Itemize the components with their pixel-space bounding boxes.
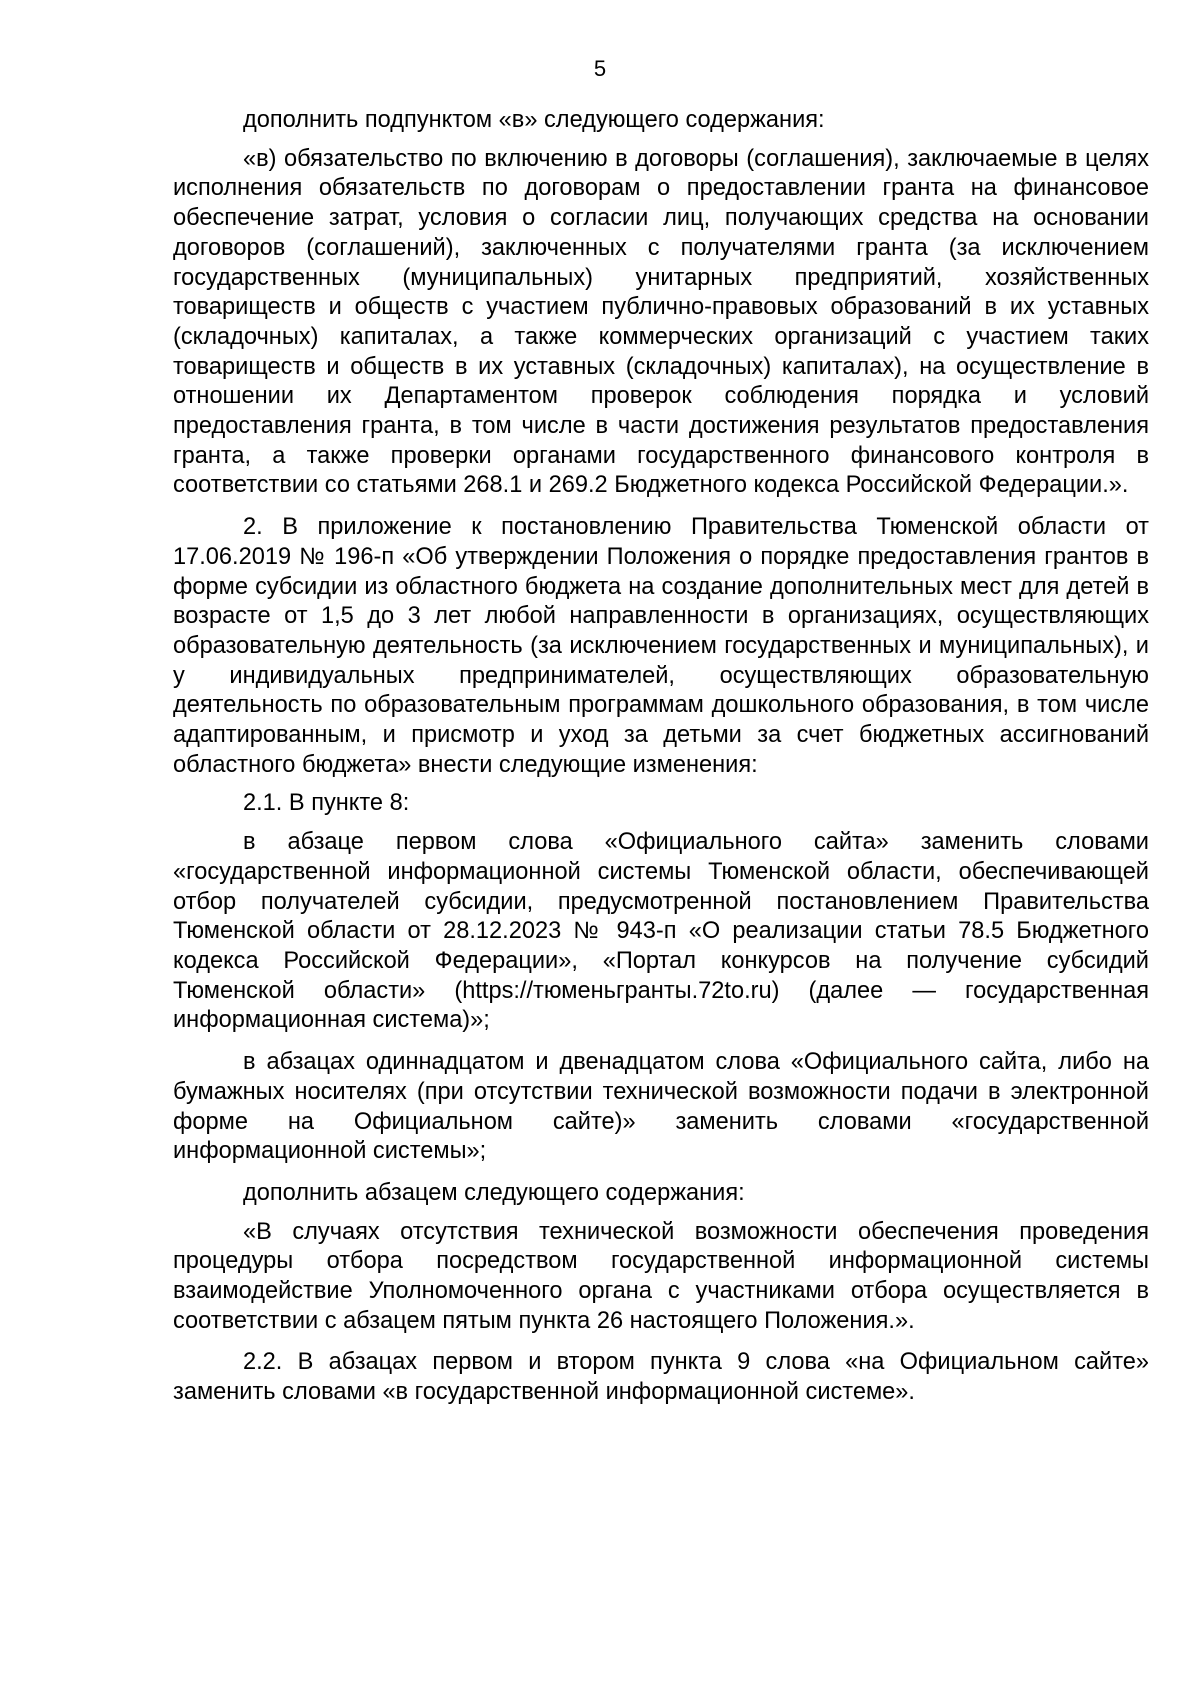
paragraph-first-abzac: в абзаце первом слова «Официального сайта» заменить словами «государственной информационной системы Тюменской области, обеспечивающей отбор получателей субсидии, предусмотренной постановлением Правительства Тюменской области от 28.12.2023 № 943-п «О реализации статьи 78.5 Бюджетного кодекса Российской Федерации», «Портал конкурсов на получение субсидий Тюменской области» (https://тюменьгранты.72to.ru) (далее — государственная информационная система)»; — [173, 829, 1149, 1034]
document-body — [173, 106, 1149, 1408]
paragraph-subpoint-v: «в) обязательство по включению в договоры (соглашения), заключаемые в целях исполнения обязательств по договорам о предоставлении гранта на финансовое обеспечение затрат, условия о согласии лиц, получающих средства на основании договоров (соглашений), заключенных с получателями гранта (за исключением государственных (муниципальных) унитарных предприятий, хозяйственных товариществ и обществ с участием публично-правовых образований в их уставных (складочных) капиталах, а также коммерческих организаций с участием таких товариществ и обществ в их уставных (складочных) капиталах), на осуществление в отношении их Департаментом проверок соблюдения порядка и условий предоставления гранта, в том числе в части достижения результатов предоставления гранта, а также проверки органами государственного финансового контроля в соответствии со статьями 268.1 и 269.2 Бюджетного кодекса Российской Федерации.». — [173, 145, 1149, 499]
paragraph-point-2: 2. В приложение к постановлению Правительства Тюменской области от 17.06.2019 № 196-п «Об утверждении Положения о порядке предоставления грантов в форме субсидии из областного бюджета на создание дополнительных мест для детей в возрасте от 1,5 до 3 лет любой направленности в организациях, осуществляющих образовательную деятельность (за исключением государственных и муниципальных), и у индивидуальных предпринимателей, осуществляющих образовательную деятельность по образовательным программам дошкольного образования, в том числе адаптированным, и присмотр и уход за детьми за счет бюджетных ассигнований областного бюджета» внести следующие изменения: — [173, 514, 1149, 778]
paragraph-add-abzac: дополнить абзацем следующего содержания: — [243, 1179, 745, 1206]
paragraph-point-2-1: 2.1. В пункте 8: — [243, 790, 410, 817]
paragraph-new-abzac-text: «В случаях отсутствия технической возможности обеспечения проведения процедуры отбора посредством государственной информационной системы взаимодействие Уполномоченного органа с участниками отбора осуществляется в соответствии с абзацем пятым пункта 26 настоящего Положения.». — [173, 1218, 1149, 1334]
page-number: 5 — [593, 56, 607, 81]
paragraph-eleventh-twelfth-abzac: в абзацах одиннадцатом и двенадцатом слова «Официального сайта, либо на бумажных носителях (при отсутствии технической возможности подачи в электронной форме на Официальном сайте)» заменить словами «государственной информационной системы»; — [173, 1049, 1149, 1165]
paragraph-point-2-2: 2.2. В абзацах первом и втором пункта 9 слова «на Официальном сайте» заменить словами «в государственной информационной системе». — [173, 1349, 1149, 1406]
paragraph-intro-subpoint: дополнить подпунктом «в» следующего содержания: — [243, 107, 825, 133]
